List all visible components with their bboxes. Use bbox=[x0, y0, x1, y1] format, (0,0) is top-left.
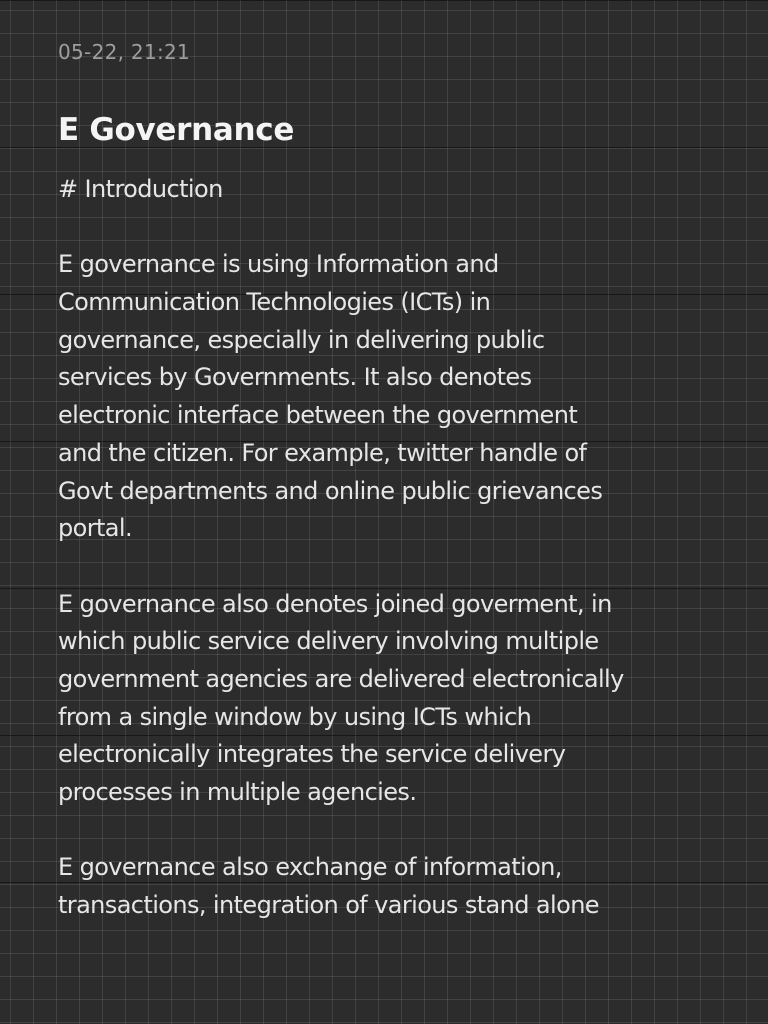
note-line: government agencies are delivered electronically bbox=[58, 664, 624, 693]
note-line: from a single window by using ICTs which bbox=[58, 702, 532, 731]
note-line: portal. bbox=[58, 514, 132, 543]
note-line: # Introduction bbox=[58, 175, 223, 203]
note-line: E governance also exchange of information, bbox=[58, 853, 562, 882]
note-line: transactions, integration of various stand alone bbox=[58, 891, 599, 920]
note-line: services by Governments. It also denotes bbox=[58, 363, 532, 392]
note-line: E governance also denotes joined goverment, in bbox=[58, 589, 612, 618]
note-line-blank bbox=[58, 548, 738, 586]
note-line: which public service delivery involving multiple bbox=[58, 627, 599, 656]
note-line: E governance is using Information and bbox=[58, 250, 499, 279]
note-line: processes in multiple agencies. bbox=[58, 778, 417, 806]
note-timestamp: 05-22, 21:21 bbox=[58, 40, 191, 64]
note-line: electronically integrates the service delivery bbox=[58, 740, 566, 769]
note-line: Communication Technologies (ICTs) in bbox=[58, 288, 491, 317]
note-title[interactable]: E Governance bbox=[58, 112, 295, 148]
note-line-blank bbox=[58, 812, 738, 850]
note-line-blank bbox=[58, 209, 738, 247]
note-body[interactable] bbox=[58, 171, 738, 925]
note-line: Govt departments and online public grievances bbox=[58, 476, 603, 505]
note-line: and the citizen. For example, twitter handle of bbox=[58, 438, 587, 467]
note-line: electronic interface between the government bbox=[58, 401, 578, 430]
note-line: governance, especially in delivering public bbox=[58, 325, 545, 354]
